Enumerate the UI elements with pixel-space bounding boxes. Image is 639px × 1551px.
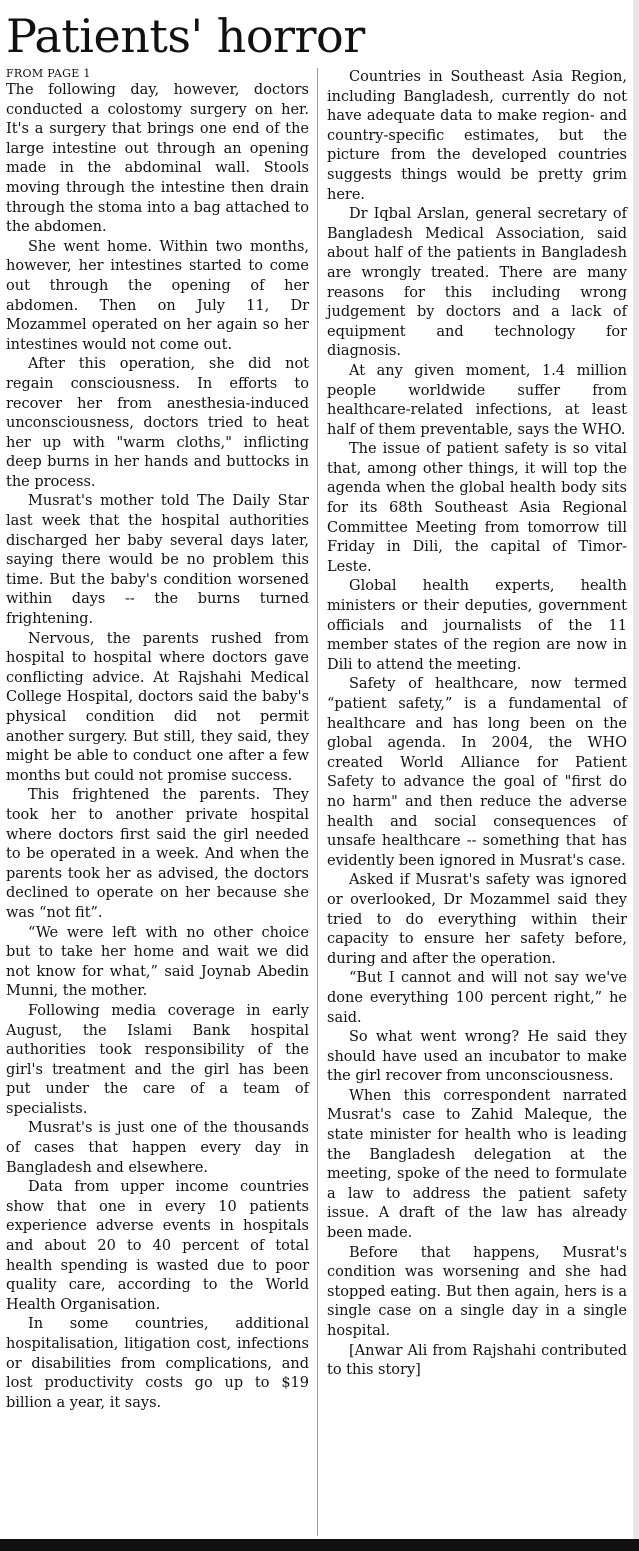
credit-line: [Anwar Ali from Rajshahi contributed to this story]: [327, 1342, 627, 1379]
paragraph: She went home. Within two months, however, her intestines started to come out through the opening of her abdomen. Then on July 11, Dr Mozammel operated on her again so her intestines would not come out.: [6, 238, 309, 353]
headline: Patients' horror: [6, 9, 365, 63]
paragraph: Dr Iqbal Arslan, general secretary of Bangladesh Medical Association, said about half of the patients in Bangladesh are wrongly treated. There are many reasons for this including wrong judgement by doctors and a lack of equipment and technology for diagnosis.: [327, 206, 627, 360]
paragraph: Asked if Musrat's safety was ignored or overlooked, Dr Mozammel said they tried to do everything within their capacity to ensure her safety before, during and after the operation.: [327, 872, 627, 967]
paragraph: Before that happens, Musrat's condition was worsening and she had stopped eating. But then again, hers is a single case on a single day in a single hospital.: [327, 1244, 627, 1339]
paragraph: Data from upper income countries show that one in every 10 patients experience adverse events in hospitals and about 20 to 40 percent of total health spending is wasted due to poor quality care, according to the World Health Organisation.: [6, 1179, 309, 1313]
continued-from-label: FROM PAGE 1: [6, 67, 91, 80]
paragraph: This frightened the parents. They took her to another private hospital where doctors first said the girl needed to be operated in a week. And when the parents took her as advised, the doctors declined to operate on her because she was “not fit”.: [6, 787, 309, 921]
paragraph: At any given moment, 1.4 million people worldwide suffer from healthcare-related infections, at least half of them preventable, says the WHO.: [327, 362, 627, 438]
paragraph: In some countries, additional hospitalisation, litigation cost, infections or disabilities from complications, and lost productivity costs go up to $19 billion a year, it says.: [6, 1316, 309, 1411]
article-column-right: [327, 68, 627, 1381]
paragraph: Musrat's is just one of the thousands of cases that happen every day in Bangladesh and elsewhere.: [6, 1120, 309, 1176]
paragraph: Musrat's mother told The Daily Star last week that the hospital authorities discharged her baby several days later, saying there would be no problem this time. But the baby's condition worsened within days -- the burns turned frightening.: [6, 493, 309, 628]
page-edge: [633, 0, 639, 1540]
bottom-border: [0, 1539, 639, 1551]
paragraph: Nervous, the parents rushed from hospital to hospital where doctors gave conflicting advice. At Rajshahi Medical College Hospital, doctors said the baby's physical condition did not permit another surgery. But still, they said, they might be able to conduct one after a few months but could not promise success.: [6, 630, 309, 784]
paragraph: “We were left with no other choice but to take her home and wait we did not know for what,” said Joynab Abedin Munni, the mother.: [6, 924, 309, 1000]
paragraph: Global health experts, health ministers or their deputies, government officials and journalists of the 11 member states of the region are now in Dili to attend the meeting.: [327, 578, 627, 673]
paragraph: Safety of healthcare, now termed “patient safety,” is a fundamental of healthcare and has long been on the global agenda. In 2004, the WHO created World Alliance for Patient Safety to advance the goal of "first do no harm" and then reduce the adverse health and social consequences of unsafe healthcare -- something that has evidently been ignored in Musrat's case.: [327, 676, 627, 869]
column-divider: [317, 68, 318, 1536]
paragraph: The following day, however, doctors conducted a colostomy surgery on her. It's a surgery that brings one end of the large intestine out through an opening made in the abdominal wall. Stools moving through the intestine then drain through the stoma into a bag attached to the abdomen.: [6, 82, 309, 236]
paragraph: Following media coverage in early August, the Islami Bank hospital authorities took responsibility of the girl's treatment and the girl has been put under the care of a team of specialists.: [6, 1002, 309, 1117]
paragraph: So what went wrong? He said they should have used an incubator to make the girl recover from unconsciousness.: [327, 1029, 627, 1085]
article-column-left: [6, 66, 309, 1413]
paragraph: “But I cannot and will not say we've done everything 100 percent right,” he said.: [327, 970, 627, 1026]
paragraph: Countries in Southeast Asia Region, including Bangladesh, currently do not have adequate data to make region- and country-specific estimates, but the picture from the developed countries suggests things would be pretty grim here.: [327, 69, 627, 203]
paragraph: When this correspondent narrated Musrat's case to Zahid Maleque, the state minister for health who is leading the Bangladesh delegation at the meeting, spoke of the need to formulate a law to address the patient safety issue. A draft of the law has already been made.: [327, 1087, 627, 1242]
paragraph: After this operation, she did not regain consciousness. In efforts to recover her from anesthesia-induced unconsciousness, doctors tried to heat her up with "warm cloths," inflicting deep burns in her hands and buttocks in the process.: [6, 356, 309, 490]
paragraph: The issue of patient safety is so vital that, among other things, it will top the agenda when the global health body sits for its 68th Southeast Asia Regional Committee Meeting from tomorrow till Friday in Dili, the capital of Timor-Leste.: [327, 441, 627, 575]
